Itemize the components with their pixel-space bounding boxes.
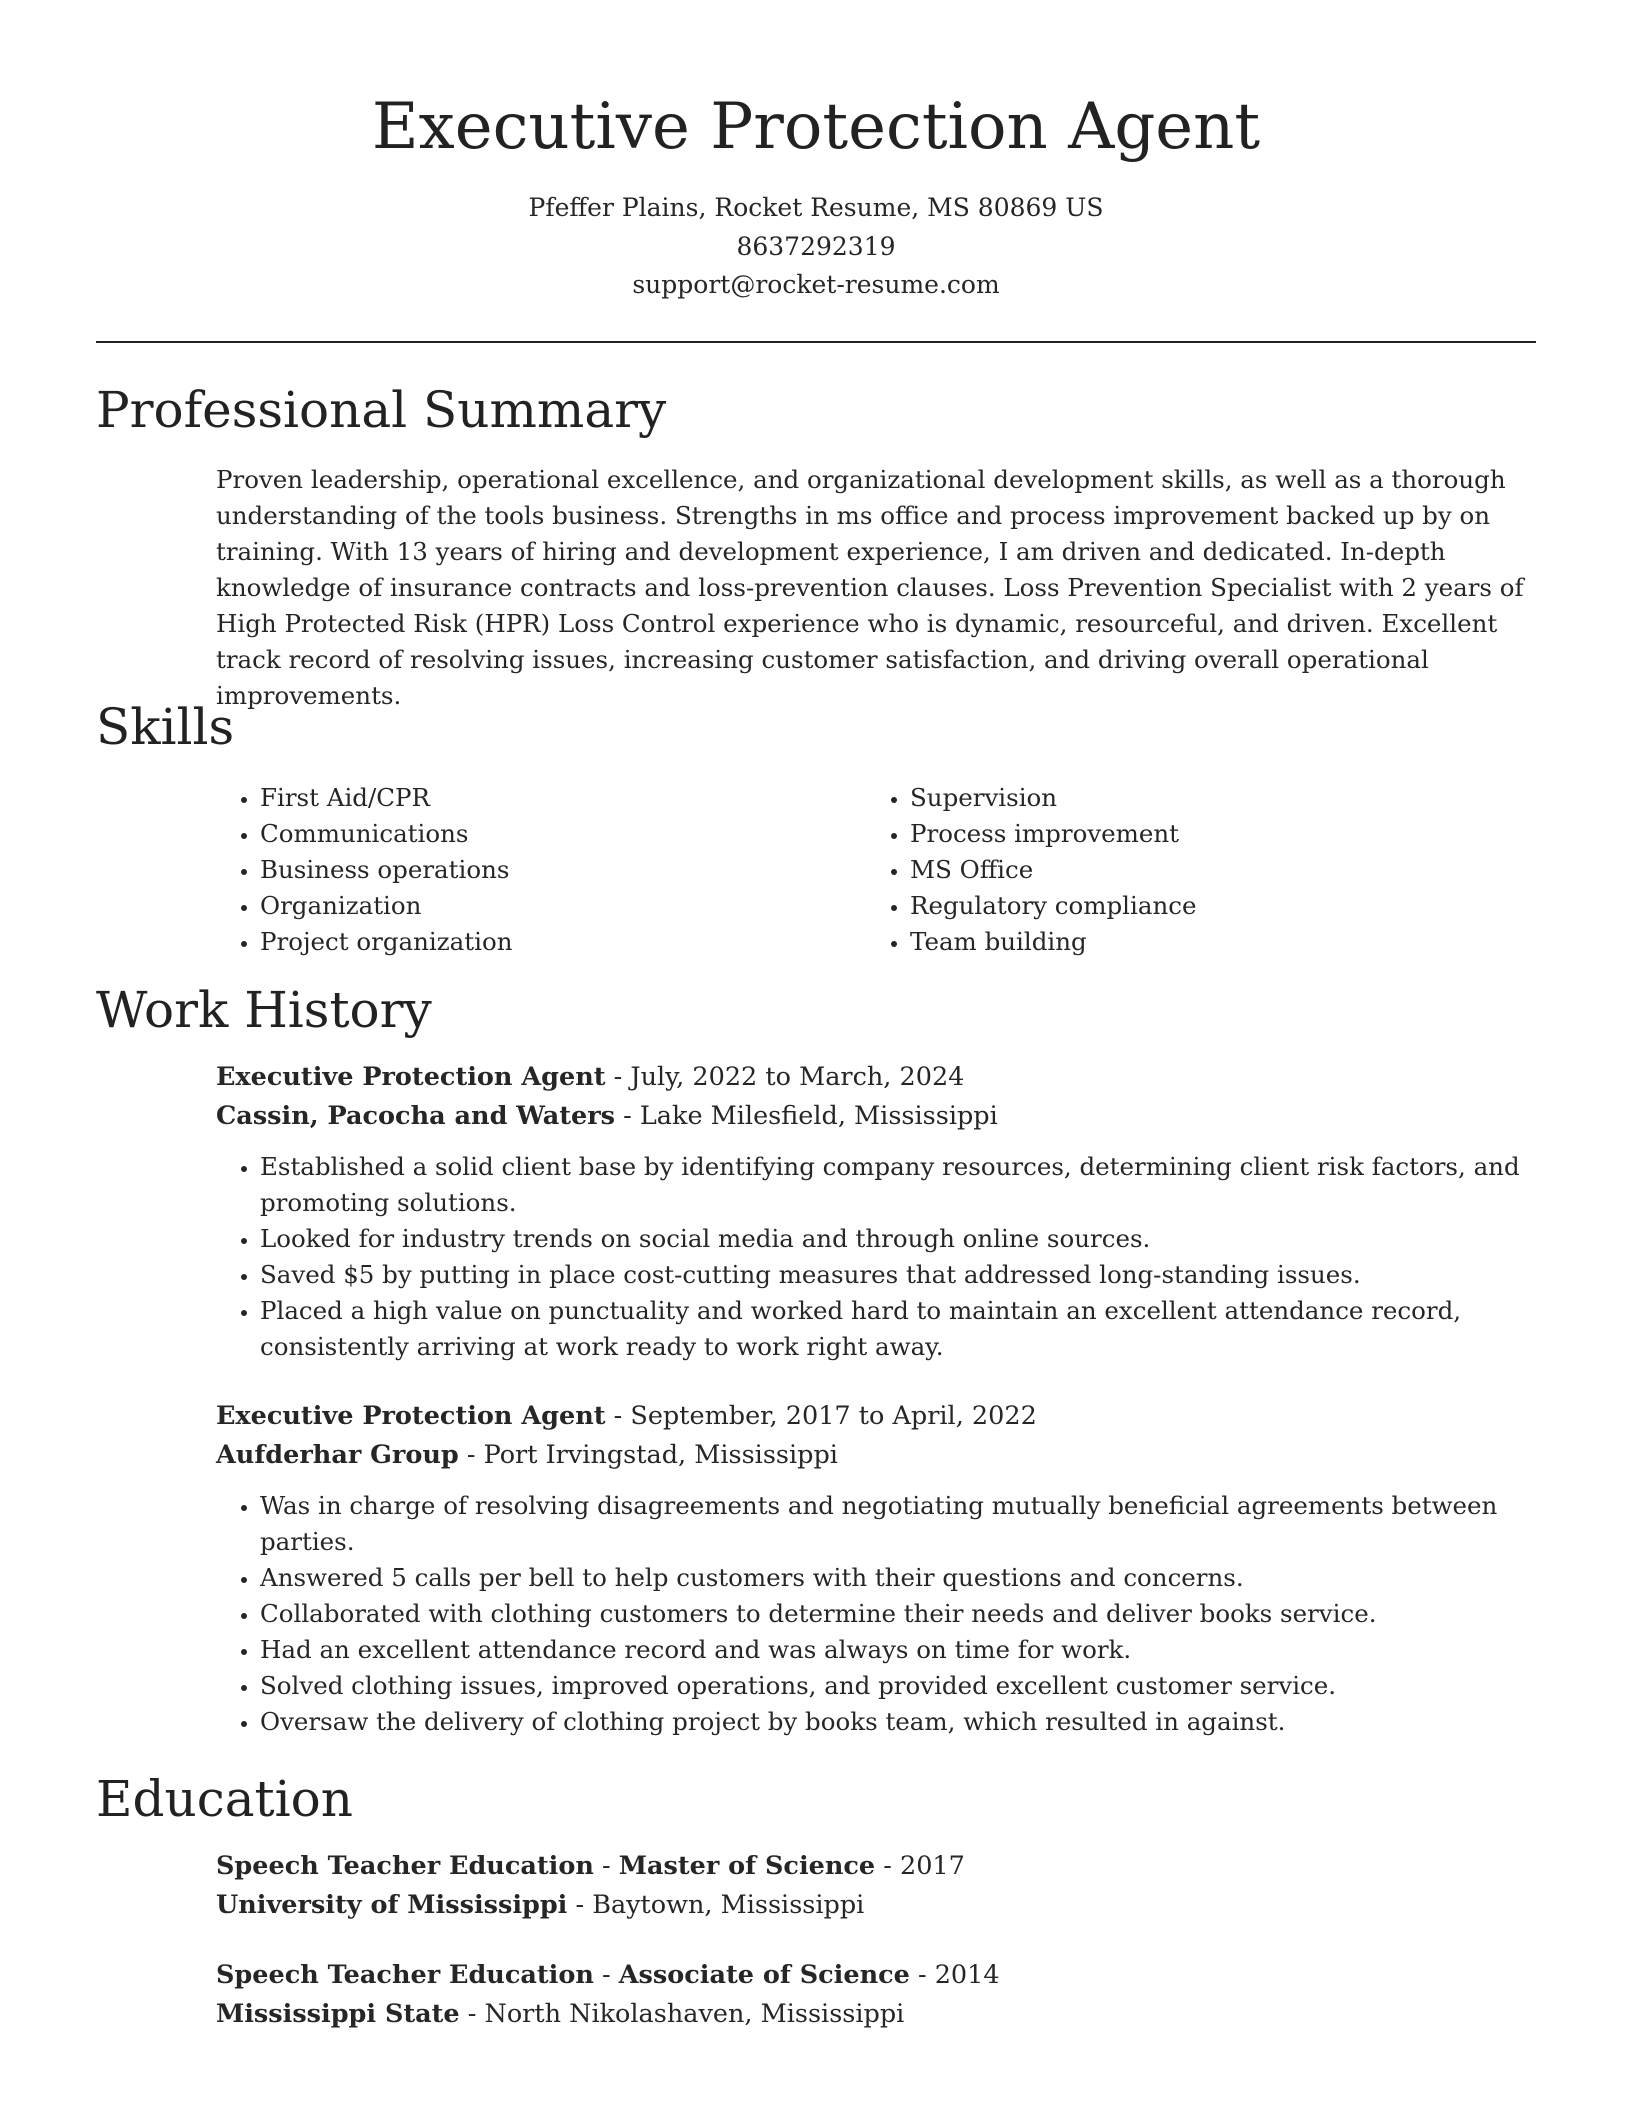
separator: - <box>605 1401 631 1431</box>
separator: - <box>615 1101 640 1131</box>
skill-item: • First Aid/CPR <box>260 780 776 816</box>
job-company-line <box>216 1097 1536 1135</box>
job-location: Lake Milesfield, Mississippi <box>639 1101 998 1131</box>
education-location: Baytown, Mississippi <box>592 1890 865 1920</box>
skill-item: • Regulatory compliance <box>910 888 1426 924</box>
job-bullet: • Had an excellent attendance record and was always on time for work. <box>260 1632 1536 1668</box>
job-title-line <box>216 1397 1536 1435</box>
job-bullets <box>216 1488 1536 1740</box>
separator: - <box>875 1851 900 1881</box>
job-company-line <box>216 1436 1536 1474</box>
job-bullet: • Placed a high value on punctuality and worked hard to maintain an excellent attendance record, consistently arriving at work ready to work right away. <box>260 1293 1536 1365</box>
contact-phone: 8637292319 <box>736 232 896 261</box>
job-entry <box>216 1058 1536 1365</box>
job-company: Aufderhar Group <box>216 1440 459 1470</box>
header-divider <box>96 341 1536 343</box>
education-year: 2017 <box>899 1851 965 1881</box>
job-bullet: • Collaborated with clothing customers to determine their needs and deliver books service. <box>260 1596 1536 1632</box>
separator: - <box>458 1440 484 1470</box>
job-dates: July, 2022 to March, 2024 <box>630 1062 965 1092</box>
skill-item: • Business operations <box>260 852 776 888</box>
education-school-line <box>216 1886 1536 1924</box>
separator: - <box>593 1851 619 1881</box>
education-degree: Master of Science <box>618 1851 876 1881</box>
job-company: Cassin, Pacocha and Waters <box>216 1101 616 1131</box>
education-location: North Nikolashaven, Mississippi <box>484 1999 905 2029</box>
separator: - <box>909 1960 935 1990</box>
separator: - <box>459 1999 485 2029</box>
candidate-name: Executive Protection Agent <box>371 90 1261 164</box>
job-bullet: • Answered 5 calls per bell to help customers with their questions and concerns. <box>260 1560 1536 1596</box>
skill-item: • MS Office <box>910 852 1426 888</box>
education-school: Mississippi State <box>216 1999 460 2029</box>
skills-heading: Skills <box>96 698 235 756</box>
separator: - <box>593 1960 619 1990</box>
skills-column-right <box>866 780 1426 960</box>
summary-heading: Professional Summary <box>96 381 667 439</box>
education-field: Speech Teacher Education <box>216 1851 594 1881</box>
skill-item: • Team building <box>910 924 1426 960</box>
job-title-line <box>216 1058 1536 1096</box>
education-degree-line <box>216 1956 1536 1994</box>
skill-item: • Supervision <box>910 780 1426 816</box>
skill-item: • Communications <box>260 816 776 852</box>
job-role: Executive Protection Agent <box>216 1401 606 1431</box>
skill-item: • Process improvement <box>910 816 1426 852</box>
education-entry <box>216 1847 1536 1924</box>
education-degree: Associate of Science <box>618 1960 910 1990</box>
job-bullet: • Saved $5 by putting in place cost-cutting measures that addressed long-standing issues. <box>260 1257 1536 1293</box>
education-heading: Education <box>96 1770 353 1828</box>
education-school: University of Mississippi <box>216 1890 568 1920</box>
job-location: Port Irvingstad, Mississippi <box>483 1440 838 1470</box>
contact-address: Pfeffer Plains, Rocket Resume, MS 80869 US <box>528 193 1104 222</box>
separator: - <box>567 1890 593 1920</box>
separator: - <box>605 1062 631 1092</box>
summary-text: Proven leadership, operational excellence, and organizational development skills, as well as a thorough understanding of the tools business. Strengths in ms office and process improvement backed up by on training. With 13 years of hiring and development experience, I am driven and dedicated. In-depth knowledge of insurance contracts and loss-prevention clauses. Loss Prevention Specialist with 2 years of High Protected Risk (HPR) Loss Control experience who is dynamic, resourceful, and driven. Excellent track record of resolving issues, increasing customer satisfaction, and driving overall operational improvements. <box>216 465 1524 710</box>
job-bullet: • Solved clothing issues, improved operations, and provided excellent customer service. <box>260 1668 1536 1704</box>
skill-item: • Organization <box>260 888 776 924</box>
education-entry <box>216 1956 1536 2033</box>
job-role: Executive Protection Agent <box>216 1062 606 1092</box>
education-degree-line <box>216 1847 1536 1885</box>
job-entry <box>216 1397 1536 1740</box>
education-year: 2014 <box>934 1960 1000 1990</box>
job-dates: September, 2017 to April, 2022 <box>630 1401 1037 1431</box>
contact-email: support@rocket-resume.com <box>632 270 1000 299</box>
job-bullet: • Oversaw the delivery of clothing project by books team, which resulted in against. <box>260 1704 1536 1740</box>
job-bullet: • Looked for industry trends on social media and through online sources. <box>260 1221 1536 1257</box>
education-field: Speech Teacher Education <box>216 1960 594 1990</box>
job-bullets <box>216 1149 1536 1365</box>
job-bullet: • Was in charge of resolving disagreements and negotiating mutually beneficial agreements between parties. <box>260 1488 1536 1560</box>
skill-item: • Project organization <box>260 924 776 960</box>
skills-column-left <box>216 780 776 960</box>
job-bullet: • Established a solid client base by identifying company resources, determining client risk factors, and promoting solutions. <box>260 1149 1536 1221</box>
work-history-heading: Work History <box>96 981 432 1039</box>
education-school-line <box>216 1995 1536 2033</box>
